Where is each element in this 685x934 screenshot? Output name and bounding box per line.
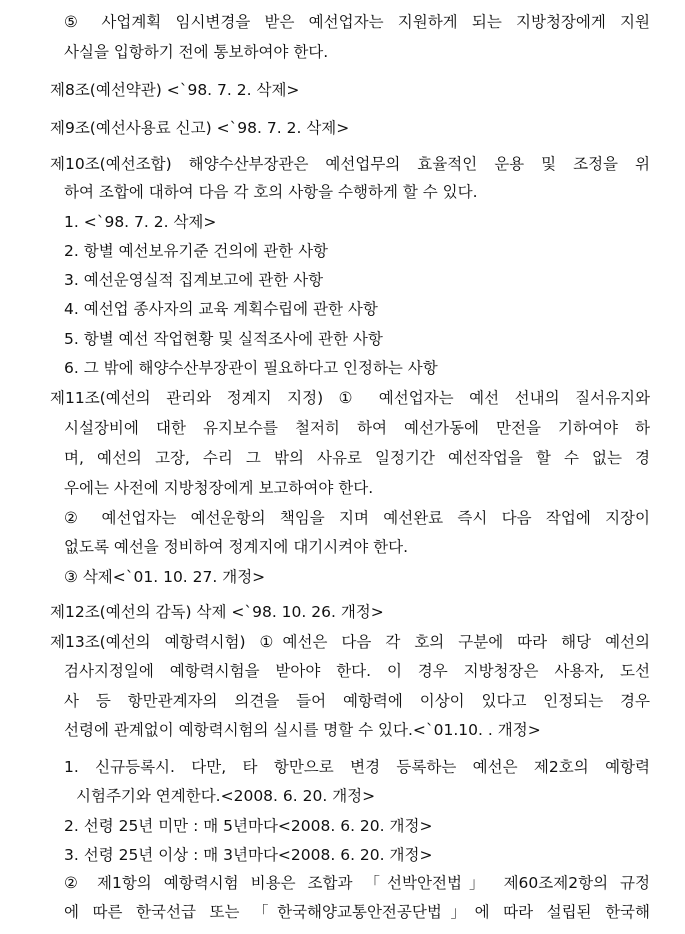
text-line: 우에는 사전에 지방청장에게 보고하여야 한다. xyxy=(64,479,374,497)
text-line: 선령에 관계없이 예항력시험의 실시를 명할 수 있다.<`01.10. . 개정> xyxy=(64,721,541,739)
article-heading: 제11조(예선의 관리와 정계지 지정) ① 예선업자는 예선 선내의 질서유지와 xyxy=(50,389,650,407)
list-item: 5. 항별 예선 작업현황 및 실적조사에 관한 사항 xyxy=(64,330,383,348)
list-item: 1. 신규등록시. 다만, 타 항만으로 변경 등록하는 예선은 제2호의 예항력 xyxy=(64,758,650,776)
text-line: 에 따른 한국선급 또는 「한국해양교통안전공단법」에 따라 설립된 한국해 xyxy=(64,903,650,921)
text-line: 없도록 예선을 정비하여 정계지에 대기시켜야 한다. xyxy=(64,538,408,556)
list-item: 4. 예선업 종사자의 교육 계획수립에 관한 사항 xyxy=(64,300,378,318)
list-item: 2. 항별 예선보유기준 건의에 관한 사항 xyxy=(64,242,329,260)
text-line: 시험주기와 연계한다.<2008. 6. 20. 개정> xyxy=(76,787,376,805)
article-heading: 제12조(예선의 감독) 삭제 <`98. 10. 26. 개정> xyxy=(50,603,384,621)
text-line: 사실을 입항하기 전에 통보하여야 한다. xyxy=(64,43,329,61)
article-heading: 제13조(예선의 예항력시험) ①예선은 다음 각 호의 구분에 따라 해당 예선의 xyxy=(50,633,650,651)
text-line: 하여 조합에 대하여 다음 각 호의 사항을 수행하게 할 수 있다. xyxy=(64,183,478,201)
article-heading: 제9조(예선사용료 신고) <`98. 7. 2. 삭제> xyxy=(50,119,350,137)
article-heading: 제8조(예선약관) <`98. 7. 2. 삭제> xyxy=(50,81,300,99)
text-line: ③ 삭제<`01. 10. 27. 개정> xyxy=(64,568,266,586)
text-line: 검사지정일에 예항력시험을 받아야 한다. 이 경우 지방청장은 사용자, 도선 xyxy=(64,662,650,680)
text-line: 시설장비에 대한 유지보수를 철저히 하여 예선가동에 만전을 기하여야 하 xyxy=(64,419,650,437)
list-item: 3. 예선운영실적 집계보고에 관한 사항 xyxy=(64,271,324,289)
list-item: 2. 선령 25년 미만 : 매 5년마다<2008. 6. 20. 개정> xyxy=(64,817,433,835)
list-item: 6. 그 밖에 해양수산부장관이 필요하다고 인정하는 사항 xyxy=(64,359,438,377)
list-item: 1. <`98. 7. 2. 삭제> xyxy=(64,213,217,231)
text-line: ② 예선업자는 예선운항의 책임을 지며 예선완료 즉시 다음 작업에 지장이 xyxy=(64,509,650,527)
article-heading: 제10조(예선조합) 해양수산부장관은 예선업무의 효율적인 운용 및 조정을 위 xyxy=(50,155,650,173)
list-item: 3. 선령 25년 이상 : 매 3년마다<2008. 6. 20. 개정> xyxy=(64,846,433,864)
text-line: 사 등 항만관계자의 의견을 들어 예항력에 이상이 있다고 인정되는 경우 xyxy=(64,692,650,710)
text-line: ② 제1항의 예항력시험 비용은 조합과 「선박안전법」 제60조제2항의 규정 xyxy=(64,874,650,892)
text-line: 며, 예선의 고장, 수리 그 밖의 사유로 일정기간 예선작업을 할 수 없는 경 xyxy=(64,449,650,467)
text-line: ⑤ 사업계획 임시변경을 받은 예선업자는 지원하게 되는 지방청장에게 지원 xyxy=(64,13,650,31)
